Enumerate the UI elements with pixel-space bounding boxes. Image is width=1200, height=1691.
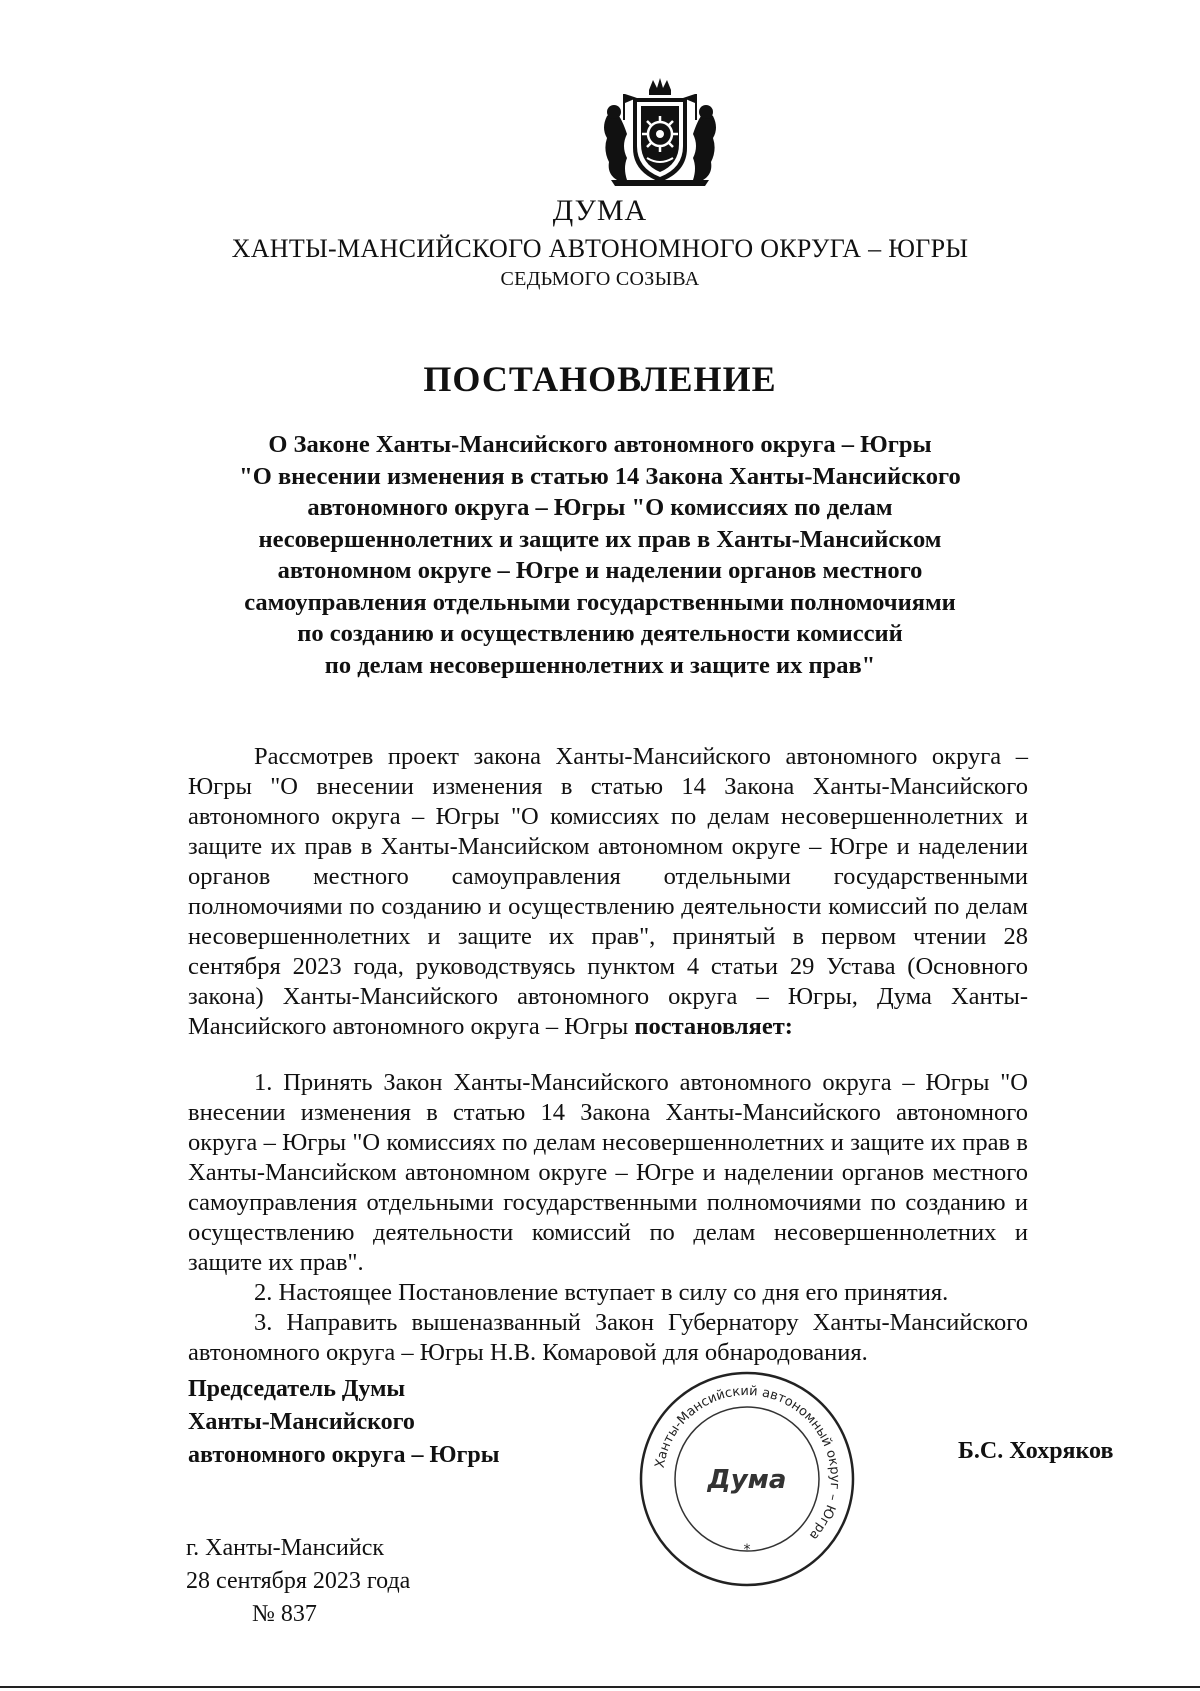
resolves-word: постановляет: — [634, 1013, 793, 1040]
signatory-title-line: Председатель Думы — [188, 1376, 406, 1402]
subject-line: автономного округа – Югры "О комиссиях по делам — [307, 494, 893, 521]
signatory-name: Б.С. Хохряков — [958, 1438, 1114, 1464]
preamble-text: Рассмотрев проект закона Ханты-Мансийского автономного округа – Югры "О внесении изменения в статью 14 Закона Ханты-Мансийского автономного округа – Югры "О комиссиях по делам несовершеннолетних и защите их прав в Ханты-Мансийском автономном округе – Югре и наделении органов местного самоуправления отдельными государственными полномочиями по созданию и осуществлению деятельности комиссий по делам несовершеннолетних и защите их прав", принятый в первом чтении 28 сентября 2023 года, руководствуясь пунктом 4 статьи 29 Устава (Основного закона) Ханты-Мансийского автономного округа – Югры, Дума Ханты-Мансийского автономного округа – Югры — [188, 743, 1028, 1040]
subject-line: О Законе Ханты-Мансийского автономного округа – Югры — [268, 431, 932, 458]
subject-line: самоуправления отдельными государственными полномочиями — [244, 588, 956, 616]
subject-line: по созданию и осуществлению деятельности комиссий — [297, 620, 903, 647]
subject-line: "О внесении изменения в статью 14 Закона Ханты-Мансийского — [239, 462, 961, 490]
bottom-rule — [0, 1686, 1200, 1688]
org-name: ДУМА — [552, 194, 648, 227]
preamble-paragraph — [188, 742, 1028, 1042]
coat-of-arms-icon — [597, 76, 723, 194]
document-type-title: ПОСТАНОВЛЕНИЕ — [423, 359, 777, 399]
place: г. Ханты-Мансийск — [186, 1535, 385, 1561]
signatory-title-line: Ханты-Мансийского — [188, 1409, 415, 1435]
document-body — [188, 742, 1028, 1368]
resolution-item-2: 2. Настоящее Постановление вступает в силу со дня его принятия. — [254, 1279, 949, 1306]
date: 28 сентября 2023 года — [186, 1568, 411, 1594]
signatory-title — [188, 1373, 499, 1472]
official-stamp — [634, 1366, 860, 1592]
org-region: ХАНТЫ-МАНСИЙСКОГО АВТОНОМНОГО ОКРУГА – ЮГРЫ — [231, 234, 969, 263]
resolution-item-1: 1. Принять Закон Ханты-Мансийского автономного округа – Югры "О внесении изменения в статью 14 Закона Ханты-Мансийского автономного округа – Югры "О комиссиях по делам несовершеннолетних и защите их прав в Ханты-Мансийском автономном округе – Югре и наделении органов местного самоуправления отдельными государственными полномочиями по созданию и осуществлению деятельности комиссий по делам несовершеннолетних и защите их прав". — [188, 1069, 1028, 1276]
subject-line: несовершеннолетних и защите их прав в Ханты-Мансийском — [258, 525, 942, 553]
document-subject — [190, 429, 1010, 681]
place-and-date — [186, 1532, 410, 1631]
convocation: СЕДЬМОГО СОЗЫВА — [500, 268, 700, 290]
signatory-title-line: автономного округа – Югры — [188, 1442, 500, 1468]
resolution-item-3: 3. Направить вышеназванный Закон Губернатору Ханты-Мансийского автономного округа – Югры Н.В. Комаровой для обнародования. — [188, 1309, 1028, 1366]
subject-line: автономном округе – Югре и наделении органов местного — [277, 557, 923, 584]
subject-line: по делам несовершеннолетних и защите их прав" — [324, 651, 876, 679]
stamp-center-text: Дума — [707, 1465, 787, 1495]
document-number: № 837 — [252, 1601, 317, 1627]
stamp-star-icon: * — [743, 1542, 751, 1558]
stamp-ring-text: Ханты-Мансийский автономный округ – Югра — [652, 1383, 843, 1543]
